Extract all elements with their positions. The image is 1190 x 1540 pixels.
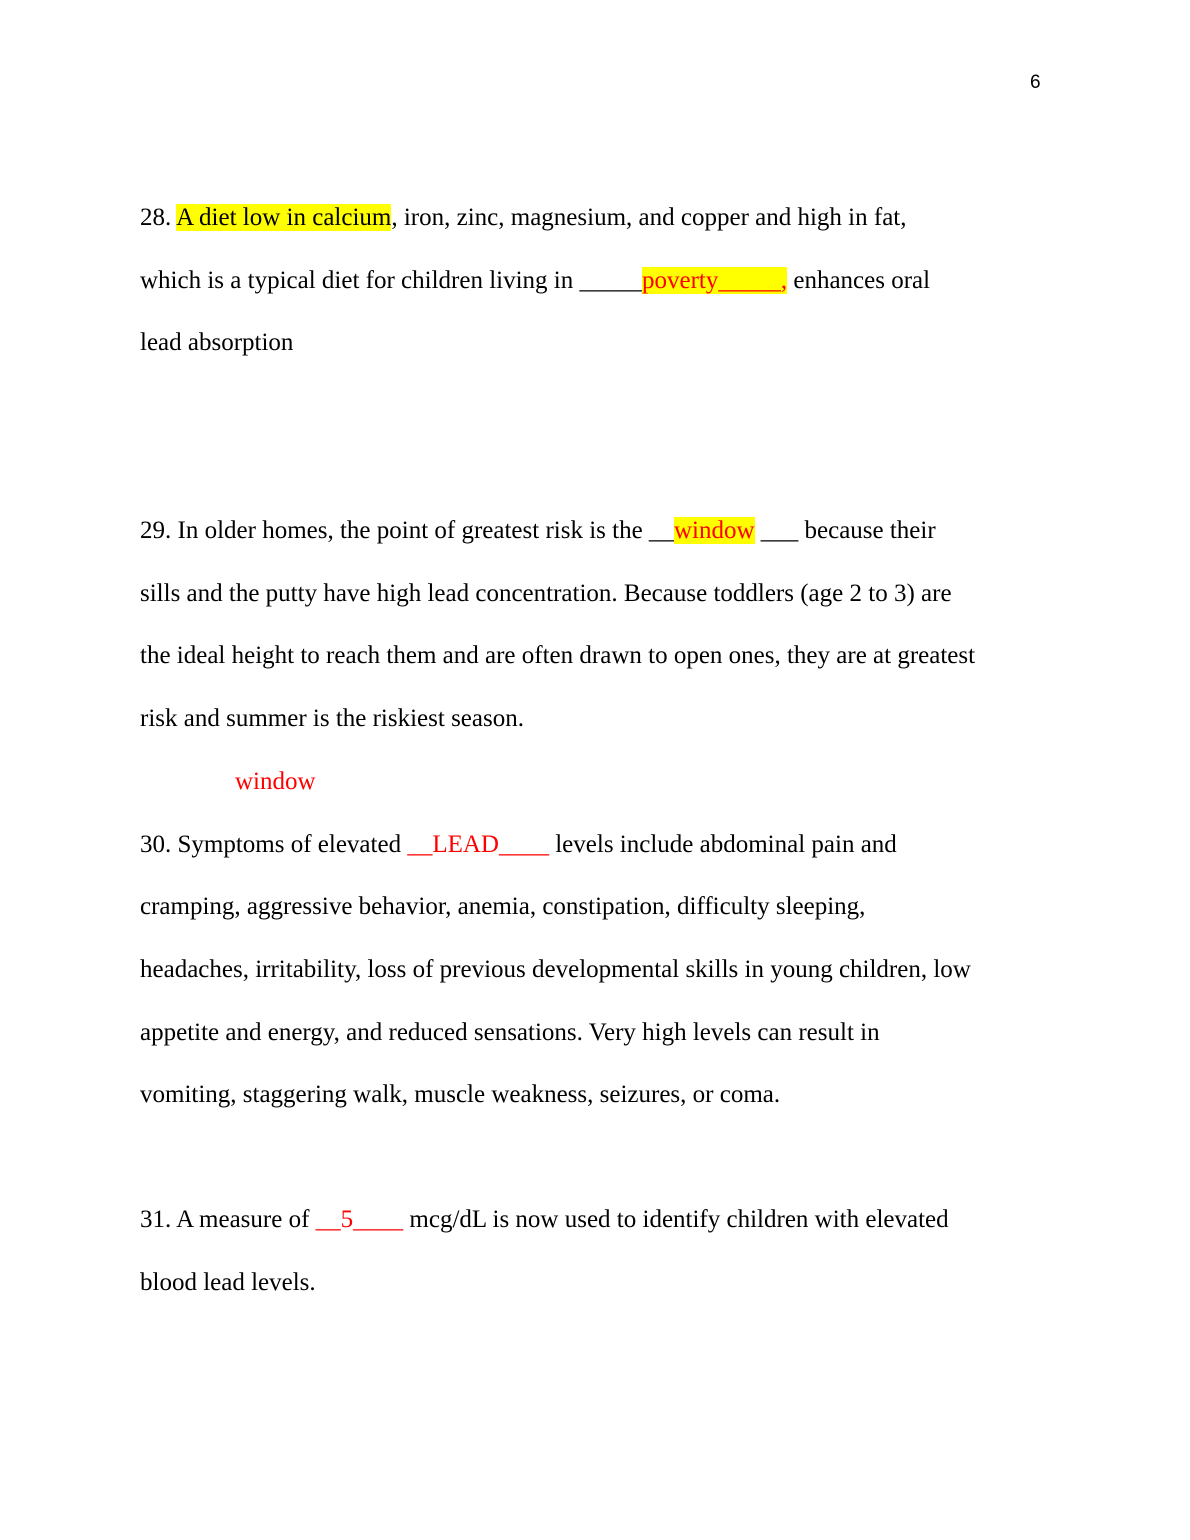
page-number: 6 bbox=[1030, 72, 1041, 93]
question-30-line-5: vomiting, staggering walk, muscle weakness, seizures, or coma. bbox=[140, 1081, 781, 1109]
question-28-number: 28. bbox=[140, 204, 177, 231]
question-31-answer: __5____ bbox=[315, 1206, 404, 1233]
question-30-answer: __LEAD____ bbox=[407, 830, 549, 858]
question-30-text-post: levels include abdominal pain and bbox=[548, 830, 897, 858]
question-30-line-4: appetite and energy, and reduced sensations. Very high levels can result in bbox=[140, 1018, 880, 1046]
question-28-line-1 bbox=[140, 187, 1060, 250]
question-30-line-2: cramping, aggressive behavior, anemia, constipation, difficulty sleeping, bbox=[140, 893, 866, 921]
question-29-line-1 bbox=[140, 500, 1060, 563]
question-28-text-pre: which is a typical diet for children living in _____ bbox=[140, 266, 642, 294]
question-28-line-2 bbox=[140, 250, 1060, 313]
question-29-line-2: sills and the putty have high lead concentration. Because toddlers (age 2 to 3) are bbox=[140, 579, 952, 607]
question-29-line-3: the ideal height to reach them and are often drawn to open ones, they are at greatest bbox=[140, 642, 976, 670]
question-28-text: , iron, zinc, magnesium, and copper and high in fat, bbox=[391, 204, 907, 231]
question-30-line-3: headaches, irritability, loss of previous developmental skills in young children, low bbox=[140, 955, 971, 983]
question-30-line-1 bbox=[140, 814, 1060, 877]
question-31-text-post: mcg/dL is now used to identify children with elevated bbox=[403, 1206, 949, 1233]
question-29-text-pre: 29. In older homes, the point of greatest risk is the __ bbox=[140, 517, 674, 544]
question-28 bbox=[140, 187, 1060, 375]
question-29-line-4: risk and summer is the riskiest season. bbox=[140, 705, 524, 733]
question-28-text-post: enhances oral bbox=[787, 266, 931, 294]
question-29-text-post: ___ because their bbox=[754, 517, 936, 544]
question-28-line-3: lead absorption bbox=[140, 329, 294, 357]
question-31-line-2: blood lead levels. bbox=[140, 1268, 316, 1296]
question-28-answer: poverty_____, bbox=[641, 266, 788, 294]
question-31 bbox=[140, 1189, 1060, 1314]
question-29 bbox=[140, 500, 1060, 1127]
question-31-text-pre: 31. A measure of bbox=[140, 1206, 316, 1233]
question-29-answer-note: window bbox=[235, 767, 316, 795]
question-29-answer: window bbox=[673, 517, 755, 544]
question-30-text-pre: 30. Symptoms of elevated bbox=[140, 830, 408, 858]
question-28-highlight: A diet low in calcium bbox=[176, 204, 392, 231]
question-31-line-1 bbox=[140, 1189, 1060, 1252]
